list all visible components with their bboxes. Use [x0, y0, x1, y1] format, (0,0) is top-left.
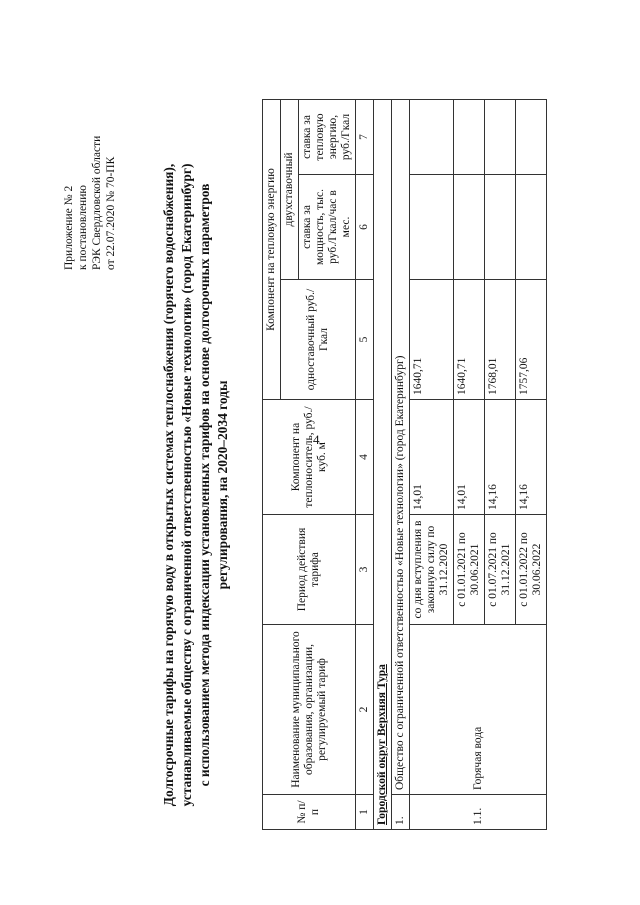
header-capacity: ставка за мощность, тыс. руб./Гкал/час в мес. [299, 175, 356, 280]
capacity-cell [485, 175, 516, 280]
column-number: 4 [356, 400, 374, 515]
carrier-cell: 14,16 [516, 400, 547, 515]
capacity-cell [410, 175, 454, 280]
column-number: 3 [356, 515, 374, 625]
energy-cell [485, 100, 516, 175]
title-line: устанавливаемые обществу с ограниченной ответственностью «Новые технологии» (город Екатеринбург) [179, 163, 194, 807]
item-name: Горячая вода [410, 625, 547, 795]
district-row [374, 100, 392, 830]
page-number: 4 [313, 432, 320, 447]
column-number: 1 [356, 795, 374, 830]
carrier-cell: 14,01 [410, 400, 454, 515]
column-number: 2 [356, 625, 374, 795]
header-carrier: Компонент на теплоноситель, руб./куб. м [263, 400, 356, 515]
tariff-table-wrapper [262, 99, 547, 830]
org-name: Общество с ограниченной ответственностью «Новые технологии» (город Екатеринбург) [392, 100, 410, 795]
appendix-line: Приложение № 2 [63, 185, 75, 270]
table-row [410, 100, 454, 830]
tariff-table [262, 99, 547, 830]
capacity-cell [454, 175, 485, 280]
column-number: 7 [356, 100, 374, 175]
appendix-line: к постановлению [77, 185, 89, 270]
period-cell: с 01.01.2021 по 30.06.2021 [454, 515, 485, 625]
column-number: 5 [356, 280, 374, 400]
header-two-part: двухставочный [281, 100, 299, 280]
district-name: Городской округ Верхняя Тура [374, 100, 392, 830]
header-period: Период действия тарифа [263, 515, 356, 625]
energy-cell [516, 100, 547, 175]
one-part-cell: 1757,06 [516, 280, 547, 400]
appendix-line: РЭК Свердловской области [91, 135, 103, 270]
header-thermal-group: Компонент на тепловую энергию [263, 100, 281, 400]
one-part-cell: 1640,71 [410, 280, 454, 400]
period-cell: со дня вступления в законную силу по 31.12.2020 [410, 515, 454, 625]
header-one-part: одноставочный руб./Гкал [281, 280, 356, 400]
column-number-row [356, 100, 374, 830]
energy-cell [454, 100, 485, 175]
one-part-cell: 1640,71 [454, 280, 485, 400]
column-number: 6 [356, 175, 374, 280]
appendix-line: от 22.07.2020 № 70-ПК [105, 156, 117, 270]
header-name: Наименование муниципального образования, организации, регулируемый тариф [263, 625, 356, 795]
org-number: 1. [392, 795, 410, 830]
title-line: регулирования, на 2020–2034 годы [215, 380, 230, 590]
title-line: Долгосрочные тарифы на горячую воду в открытых системах теплоснабжения (горячего водоснабжения), [161, 163, 176, 807]
one-part-cell: 1768,01 [485, 280, 516, 400]
carrier-cell: 14,01 [454, 400, 485, 515]
period-cell: с 01.01.2022 по 30.06.2022 [516, 515, 547, 625]
period-cell: с 01.07.2021 по 31.12.2021 [485, 515, 516, 625]
header-energy: ставка за тепловую энергию, руб./Гкал [299, 100, 356, 175]
energy-cell [410, 100, 454, 175]
header-num: № п/п [263, 795, 356, 830]
item-number: 1.1. [410, 795, 547, 830]
document-title [160, 135, 232, 835]
header-row [263, 100, 281, 830]
title-line: с использованием метода индексации установленных тарифов на основе долгосрочных параметров [197, 183, 212, 787]
capacity-cell [516, 175, 547, 280]
appendix-note [62, 70, 118, 270]
carrier-cell: 14,16 [485, 400, 516, 515]
organization-row [392, 100, 410, 830]
